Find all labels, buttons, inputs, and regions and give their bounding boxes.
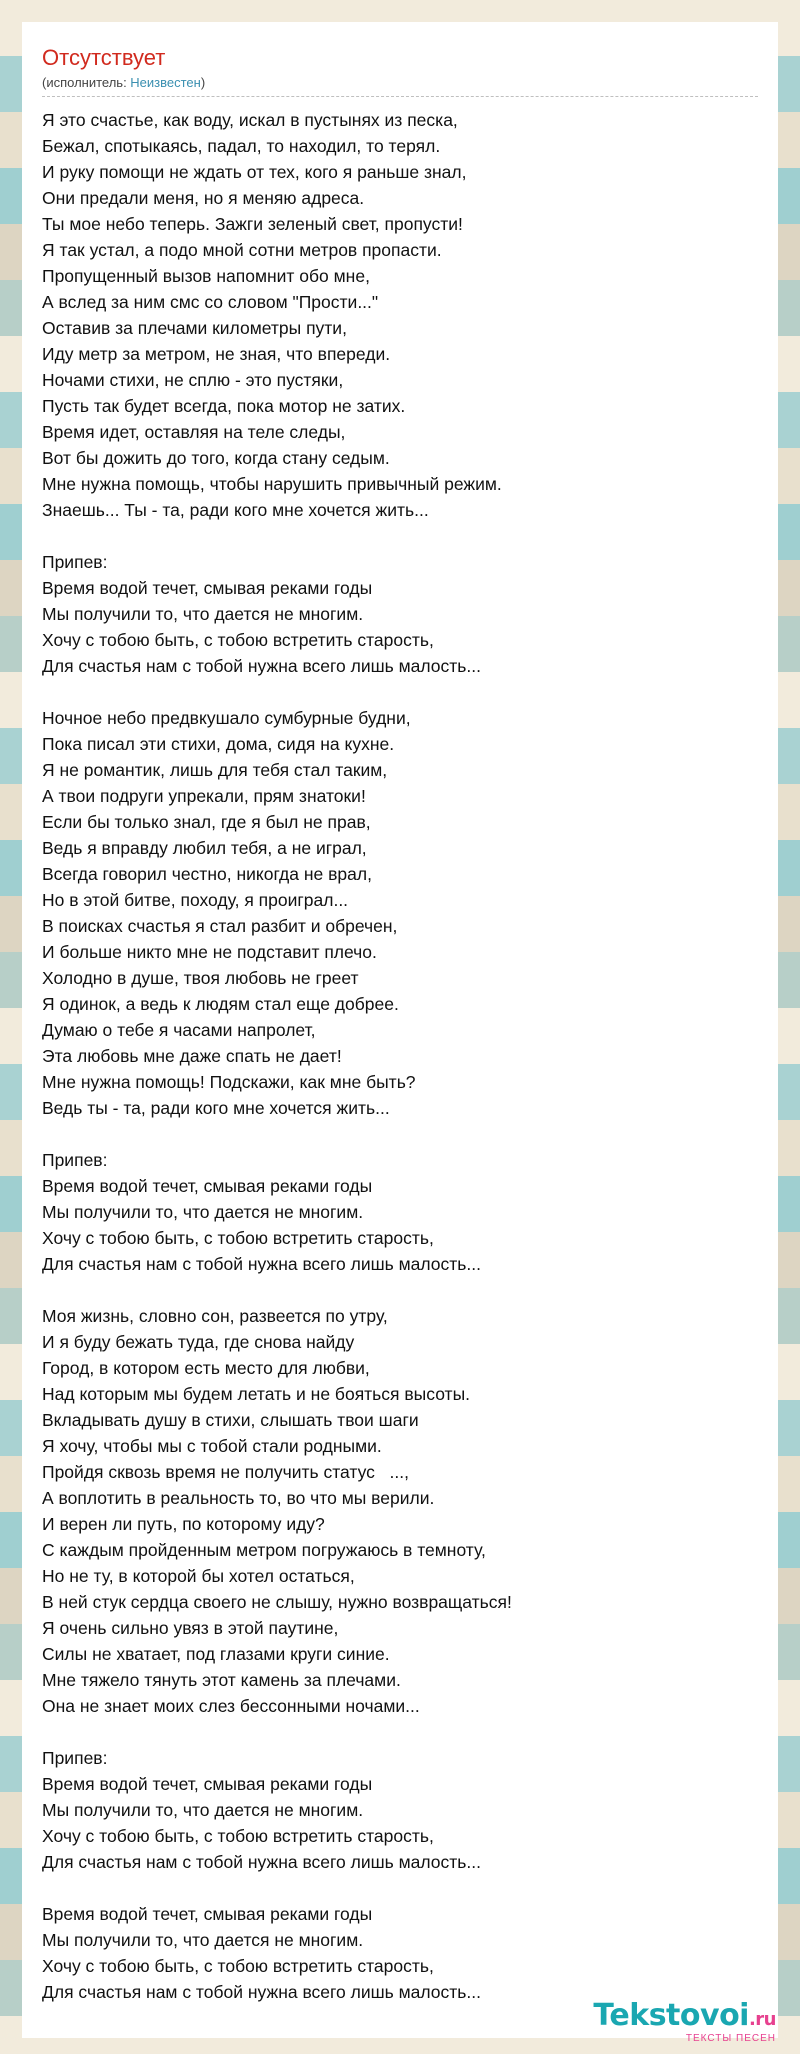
lyric-line: Время водой течет, смывая реками годы <box>42 1904 373 1924</box>
stanza-break <box>42 1719 758 1745</box>
lyric-line: Они предали меня, но я меняю адреса. <box>42 188 365 208</box>
lyric-line: Время водой течет, смывая реками годы <box>42 1176 373 1196</box>
lyric-line: В поисках счастья я стал разбит и обречен, <box>42 916 398 936</box>
lyric-line: Город, в котором есть место для любви, <box>42 1358 370 1378</box>
lyric-line: Хочу с тобою быть, с тобою встретить старость, <box>42 1228 434 1248</box>
lyric-line: Иду метр за метром, не зная, что впереди. <box>42 344 391 364</box>
stanza-break <box>42 1121 758 1147</box>
song-title: Отсутствует <box>42 45 166 70</box>
lyric-line: Мы получили то, что дается не многим. <box>42 604 364 624</box>
lyric-line: Для счастья нам с тобой нужна всего лишь малость... <box>42 1982 482 2002</box>
lyric-line: Ты мое небо теперь. Зажги зеленый свет, пропусти! <box>42 214 463 234</box>
lyric-line: Пройдя сквозь время не получить статус ..., <box>42 1462 409 1482</box>
lyric-line: Холодно в душе, твоя любовь не греет <box>42 968 359 988</box>
lyric-line: Время водой течет, смывая реками годы <box>42 1774 373 1794</box>
lyric-line: Припев: <box>42 552 108 572</box>
lyric-line: Ночное небо предвкушало сумбурные будни, <box>42 708 411 728</box>
lyric-line: Припев: <box>42 1150 108 1170</box>
lyric-line: Знаешь... Ты - та, ради кого мне хочется жить... <box>42 500 429 520</box>
lyric-line: Ночами стихи, не сплю - это пустяки, <box>42 370 344 390</box>
logo-name: Tekstovoi <box>593 1998 749 2033</box>
lyric-line: Эта любовь мне даже спать не дает! <box>42 1046 342 1066</box>
stanza-break <box>42 523 758 549</box>
lyric-line: Хочу с тобою быть, с тобою встретить старость, <box>42 1956 434 1976</box>
stanza-break <box>42 1875 758 1901</box>
lyric-line: Мне тяжело тянуть этот камень за плечами. <box>42 1670 401 1690</box>
lyric-line: Вкладывать душу в стихи, слышать твои шаги <box>42 1410 419 1430</box>
lyric-line: В ней стук сердца своего не слышу, нужно возвращаться! <box>42 1592 512 1612</box>
lyric-line: Время водой течет, смывая реками годы <box>42 578 373 598</box>
lyric-line: Оставив за плечами километры пути, <box>42 318 347 338</box>
lyric-line: Я хочу, чтобы мы с тобой стали родными. <box>42 1436 382 1456</box>
lyric-line: Время идет, оставляя на теле следы, <box>42 422 346 442</box>
lyric-line: Для счастья нам с тобой нужна всего лишь малость... <box>42 656 482 676</box>
lyric-line: Мне нужна помощь! Подскажи, как мне быть? <box>42 1072 416 1092</box>
lyric-line: Для счастья нам с тобой нужна всего лишь малость... <box>42 1852 482 1872</box>
artist-link[interactable]: Неизвестен <box>130 75 201 90</box>
lyric-line: Хочу с тобою быть, с тобою встретить старость, <box>42 1826 434 1846</box>
lyric-line: Хочу с тобою быть, с тобою встретить старость, <box>42 630 434 650</box>
lyric-line: Мы получили то, что дается не многим. <box>42 1930 364 1950</box>
lyric-line: Для счастья нам с тобой нужна всего лишь малость... <box>42 1254 482 1274</box>
logo-wordmark <box>593 1998 776 2035</box>
lyric-line: С каждым пройденным метром погружаюсь в темноту, <box>42 1540 486 1560</box>
lyric-line: И больше никто мне не подставит плечо. <box>42 942 377 962</box>
lyric-line: Бежал, спотыкаясь, падал, то находил, то терял. <box>42 136 441 156</box>
lyric-line: Мне нужна помощь, чтобы нарушить привычный режим. <box>42 474 502 494</box>
lyric-line: И верен ли путь, по которому иду? <box>42 1514 325 1534</box>
lyric-line: Над которым мы будем летать и не бояться высоты. <box>42 1384 471 1404</box>
lyric-line: Моя жизнь, словно сон, развеется по утру, <box>42 1306 388 1326</box>
lyric-line: И руку помощи не ждать от тех, кого я раньше знал, <box>42 162 467 182</box>
lyric-line: Я одинок, а ведь к людям стал еще добрее. <box>42 994 399 1014</box>
lyric-line: А вслед за ним смс со словом "Прости..." <box>42 292 379 312</box>
lyric-line: Ведь ты - та, ради кого мне хочется жить... <box>42 1098 390 1118</box>
lyric-line: И я буду бежать туда, где снова найду <box>42 1332 355 1352</box>
lyric-line: Припев: <box>42 1748 108 1768</box>
lyric-line: Всегда говорил честно, никогда не врал, <box>42 864 372 884</box>
lyric-line: Мы получили то, что дается не многим. <box>42 1800 364 1820</box>
lyrics-card <box>22 22 778 2038</box>
lyric-line: Ведь я вправду любил тебя, а не играл, <box>42 838 367 858</box>
lyric-line: Пусть так будет всегда, пока мотор не затих. <box>42 396 406 416</box>
lyric-line: Думаю о тебе я часами напролет, <box>42 1020 316 1040</box>
lyric-line: А твои подруги упрекали, прям знатоки! <box>42 786 366 806</box>
logo-tagline: ТЕКСТЫ ПЕСЕН <box>685 2033 776 2044</box>
lyric-line: Я это счастье, как воду, искал в пустынях из песка, <box>42 110 458 130</box>
stanza-break <box>42 679 758 705</box>
site-logo[interactable] <box>593 1998 776 2044</box>
lyric-line: Я так устал, а подо мной сотни метров пропасти. <box>42 240 442 260</box>
artist-prefix: (исполнитель: <box>42 75 131 90</box>
lyric-line: Я не романтик, лишь для тебя стал таким, <box>42 760 388 780</box>
artist-suffix: ) <box>200 75 206 90</box>
lyric-line: Силы не хватает, под глазами круги синие. <box>42 1644 390 1664</box>
artist-line <box>42 74 758 97</box>
lyric-line: Она не знает моих слез бессонными ночами... <box>42 1696 420 1716</box>
logo-tld: .ru <box>748 2009 776 2030</box>
lyric-line: А воплотить в реальность то, во что мы верили. <box>42 1488 435 1508</box>
lyric-line: Я очень сильно увяз в этой паутине, <box>42 1618 339 1638</box>
lyric-line: Если бы только знал, где я был не прав, <box>42 812 371 832</box>
lyric-line: Но в этой битве, походу, я проиграл... <box>42 890 349 910</box>
lyric-line: Пока писал эти стихи, дома, сидя на кухне. <box>42 734 395 754</box>
lyrics-text <box>42 107 758 2005</box>
stanza-break <box>42 1277 758 1303</box>
lyric-line: Мы получили то, что дается не многим. <box>42 1202 364 1222</box>
lyric-line: Но не ту, в которой бы хотел остаться, <box>42 1566 355 1586</box>
lyric-line: Вот бы дожить до того, когда стану седым. <box>42 448 390 468</box>
lyric-line: Пропущенный вызов напомнит обо мне, <box>42 266 370 286</box>
